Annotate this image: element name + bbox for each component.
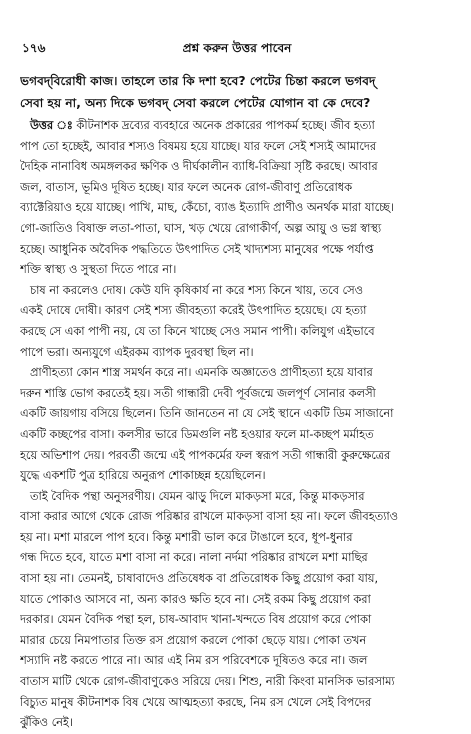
answer-text: কীটনাশক দ্রব্যের ব্যবহারে অনেক প্রকারের পাপকর্ম হচ্ছে। জীব হত্যা — [76, 119, 375, 132]
paragraph-line: গন্ধ দিতে হবে, যাতে মশা বাসা না করে। নালা নর্দমা পরিষ্কার রাখলে মশা মাছির — [20, 551, 368, 565]
paragraph-line: হয় না। মশা মারলে পাপ হবে। কিন্তু মশারী ভাল করে টাঙালে হবে, ধূপ-ধুনার — [20, 530, 353, 544]
answer-line: পাপ তো হচ্ছেই, আবার শস্যও বিষময় হয়ে যাচ্ছে। যার ফলে সেই শস্যই আমাদের — [20, 139, 377, 153]
paragraph-line: শস্যাদি নষ্ট করতে পারে না। আর এই নিম রস পরিবেশকে দূষিতও করে না। জল — [20, 654, 368, 668]
paragraph-line: তাই বৈদিক পন্থা অনুসরণীয়। যেমন ঝাড়ু দিলে মাকড়সা মরে, কিন্তু মাকড়সার — [30, 489, 365, 503]
paragraph-line: হয়ে অভিশাপ দেয়। পরবর্তী জন্মে এই পাপকর্মের ফল স্বরূপ সতী গান্ধারী কুরুক্ষেত্রের — [20, 448, 391, 462]
answer-line: হচ্ছে। আধুনিক অবৈদিক পদ্ধতিতে উৎপাদিত সেই খাদ্যশস্য মানুষের পক্ষে পর্যাপ্ত — [20, 242, 374, 256]
paragraph-line: যাতে পোকাও আসবে না, অন্য কারও ক্ষতি হবে না। সেই রকম কিছু প্রয়োগ করা — [20, 592, 371, 606]
question-line: ভগবদ্‌বিরোধী কাজ। তাহলে তার কি দশা হবে? পেটের চিন্তা করলে ভগবদ্‌ — [20, 74, 376, 88]
page-header — [22, 40, 452, 60]
paragraph-line: বিচ্যুত মানুষ কীটনাশক বিষ খেয়ে আত্মহত্যা করছে, নিম রস খেলে সেই বিপদের — [20, 695, 372, 709]
paragraph-line: বাসা করার আগে থেকে রোজ পরিষ্কার রাখলে মাকড়সা বাসা হয় না। ফলে জীবহত্যাও — [20, 510, 398, 524]
answer-line: ব্যাক্টেরিয়াও হয়ে যাচ্ছে। পাখি, মাছ, কেঁচো, ব্যাঙ ইত্যাদি প্রাণীও অনর্থক মারা যাচ্ছে। — [20, 201, 394, 215]
paragraph-line: মারার চেয়ে নিমপাতার তিক্ত রস প্রয়োগ করলে পোকা ছেড়ে যায়। পোকা তখন — [20, 633, 367, 647]
paragraph-line: একই দোষে দোষী। কারণ সেই শস্য জীবহত্যা করেই উৎপাদিত হয়েছে। যে হত্যা — [20, 304, 367, 318]
paragraph-line: একটি কচ্ছপের বাসা। কলসীর ভারে ডিমগুলি নষ্ট হওয়ার ফলে মা-কচ্ছপ মর্মাহত — [20, 427, 374, 441]
question-line: সেবা হয় না, অন্য দিকে ভগবদ্‌ সেবা করলে পেটের যোগান বা কে দেবে? — [20, 96, 371, 110]
paragraph-line: চাষ না করলেও দোষ। কেউ যদি কৃষিকার্য না করে শস্য কিনে খায়, তবে সেও — [30, 283, 363, 297]
question-block — [20, 70, 456, 114]
paragraph-line: বাতাস মাটি থেকে রোগ-জীবাণুকেও সরিয়ে দেয়। শিশু, নারী কিংবা মানসিক ভারসাম্য — [20, 675, 395, 689]
answer-first-line — [20, 116, 456, 137]
paragraph-line: প্রাণীহত্যা কোন শাস্ত্র সমর্থন করে না। এমনকি অজ্ঞাতেও প্রাণীহত্যা হয়ে যাবার — [30, 366, 373, 380]
paragraph-line: করছে সে একা পাপী নয়, যে তা কিনে খাচ্ছে সেও সমান পাপী। কলিযুগ এইভাবে — [20, 324, 375, 338]
answer-label: উত্তর ঃ — [30, 119, 73, 132]
page-number: ১৭৬ — [22, 41, 46, 55]
paragraph-line: পাপে ভরা। অন্যযুগে এইরকম ব্যাপক দুরবস্থা ছিল না। — [20, 345, 254, 359]
paragraph-line: একটি জায়গায় বসিয়ে ছিলেন। তিনি জানতেন না যে সেই স্থানে একটি ডিম সাজানো — [20, 407, 394, 421]
paragraph-line: ঝুঁকিও নেই। — [20, 716, 73, 730]
answer-line: দৈহিক নানাবিধ অমঙ্গলকর ক্ষণিক ও দীর্ঘকালীন ব্যাধি-বিক্রিয়া সৃষ্টি করছে। আবার — [20, 160, 378, 174]
paragraph-line: দরুন শাস্তি ভোগ করতেই হয়। সতী গান্ধারী দেবী পূর্বজন্মে জলপূর্ণ সোনার কলসী — [20, 386, 376, 400]
paragraph-line: দরকার। যেমন বৈদিক পন্থা হল, চাষ-আবাদ খানা-খন্দতে বিষ প্রয়োগ করে পোকা — [20, 613, 372, 627]
body-text — [20, 116, 456, 734]
answer-line: জল, বাতাস, ভূমিও দূষিত হচ্ছে। যার ফলে অনেক রোগ-জীবাণু প্রতিরোধক — [20, 180, 352, 194]
running-title: প্রশ্ন করুন উত্তর পাবেন — [182, 41, 292, 55]
answer-line: শক্তি স্বাস্থ্য ও সুস্থতা দিতে পারে না। — [20, 263, 177, 277]
paragraph-line: বাসা হয় না। তেমনই, চাষাবাদেও প্রতিষেধক বা প্রতিরোধক কিছু প্রয়োগ করা যায়, — [20, 572, 379, 586]
answer-line: গো-জাতিও বিষাক্ত লতা-পাতা, ঘাস, খড় খেয়ে রোগাকীর্ণ, অল্প আয়ু ও ভগ্ন স্বাস্থ্য — [20, 221, 382, 235]
paragraph-line: যুদ্ধে একশটি পুত্র হারিয়ে অনুরূপ শোকাচ্ছন্ন হয়েছিলেন। — [20, 469, 266, 483]
